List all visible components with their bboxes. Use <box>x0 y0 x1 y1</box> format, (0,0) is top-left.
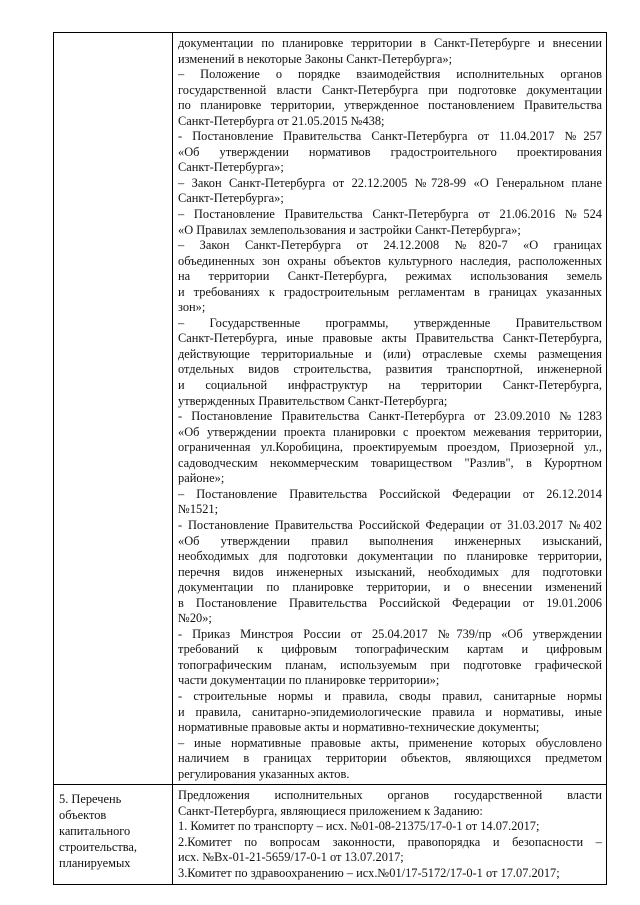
text-line: изменений в некоторые Законы Санкт-Петербурга»; <box>178 51 453 66</box>
row-content-cell <box>173 785 607 884</box>
text-line: исх. №Вх-01-21-5659/17-0-1 от 13.07.2017; <box>178 850 404 865</box>
text-line: 2.Комитет по вопросам законности, правопорядка и безопасности – <box>178 834 602 849</box>
legal-acts-list <box>173 33 606 784</box>
text-line: регулирования указанных актов. <box>178 766 350 781</box>
text-line: Предложения исполнительных органов государственной власти <box>178 788 602 803</box>
text-line: перечня видов инженерных изысканий, необходимых для подготовки <box>178 564 602 579</box>
text-line: - строительные нормы и правила, своды правил, санитарные нормы <box>178 688 602 703</box>
text-line: Санкт-Петербурга, являющиеся приложением к Заданию: <box>178 803 483 818</box>
text-line: «Об утверждении правил выполнения инженерных изысканий, <box>178 533 602 548</box>
text-line: капитального <box>59 824 131 839</box>
text-line: 1. Комитет по транспорту – исх. №01-08-21375/17-0-1 от 14.07.2017; <box>178 819 540 834</box>
text-line: действующие территориальные и (или) отраслевые схемы размещения <box>178 346 602 361</box>
text-line: - Приказ Минстроя России от 25.04.2017 №739/пр «Об утверждении <box>178 626 602 641</box>
text-line: «Об утверждении проекта планировки с проектом межевания территории, <box>178 424 602 439</box>
text-line: строительства, <box>59 840 138 855</box>
text-line: и социальной инфраструктур на территории Санкт-Петербурга, <box>178 378 602 393</box>
text-line: Санкт-Петербурга»; <box>178 191 284 206</box>
text-line: топографическим планам, используемым при подготовке графической <box>178 657 602 672</box>
text-line: 5. Перечень <box>59 792 122 807</box>
row-label-cell <box>54 785 173 884</box>
table-row <box>54 33 607 785</box>
text-line: и требованиях к градостроительным регламентам в границах указанных <box>178 284 602 299</box>
text-line: - Постановление Правительства Санкт-Петербурга от 23.09.2010 №1283 <box>178 409 602 424</box>
row-label-cell <box>54 33 173 785</box>
text-line: документации по планировке территории в Санкт-Петербурге и внесении <box>178 36 602 50</box>
text-line: части документации по планировке территории»; <box>178 673 440 688</box>
text-line: 3.Комитет по здравоохранению – исх.№01/17-5172/17-0-1 от 17.07.2017; <box>178 865 560 880</box>
text-line: наличием в границах территории объектов, являющихся предметом <box>178 751 602 766</box>
text-line: государственной власти Санкт-Петербурга при подготовке документации <box>178 82 602 97</box>
text-line: объектов <box>59 808 107 823</box>
text-line: – Закон Санкт-Петербурга от 24.12.2008 №820-7 «О границах <box>178 238 602 253</box>
text-line: отдельных видов строительства, развития транспортной, инженерной <box>178 362 602 377</box>
text-line: требований к цифровым топографическим картам и цифровым <box>178 642 602 657</box>
text-line: «О Правилах землепользования и застройки Санкт-Петербурга»; <box>178 222 521 237</box>
text-line: – Постановление Правительства Российской Федерации от 26.12.2014 <box>178 486 602 501</box>
text-line: Санкт-Петербурга от 21.05.2015 №438; <box>178 113 385 128</box>
text-line: – иные нормативные правовые акты, применение которых обусловлено <box>178 735 602 750</box>
text-line: – Постановление Правительства Санкт-Петербурга от 21.06.2016 №524 <box>178 207 602 222</box>
text-line: – Государственные программы, утвержденные Правительством <box>178 315 602 330</box>
text-line: утвержденных Правительством Санкт-Петербурга; <box>178 393 448 408</box>
text-line: №1521; <box>178 502 219 517</box>
row-content-cell <box>173 33 607 785</box>
text-line: Санкт-Петербурга, иные правовые акты Правительства Санкт-Петербурга, <box>178 331 602 346</box>
text-line: необходимых для подготовки документации по планировке территории, <box>178 549 602 564</box>
text-line: садоводческим некоммерческим товариществом "Разлив", в Курортном <box>178 455 602 470</box>
text-line: – Положение о порядке взаимодействия исполнительных органов <box>178 67 602 82</box>
text-line: на территории Санкт-Петербурга, режимах использования земель <box>178 269 602 284</box>
section-heading <box>54 785 172 871</box>
text-line: по планировке территории, утвержденное постановлением Правительства <box>178 98 602 113</box>
text-line: в Постановление Правительства Российской Федерации от 19.01.2006 <box>178 595 602 610</box>
text-line: документации по планировке территории, и о внесении изменений <box>178 580 602 595</box>
text-line: Санкт-Петербурга»; <box>178 160 284 175</box>
text-line: объединенных зон охраны объектов культурного наследия, расположенных <box>178 253 602 268</box>
text-line: №20»; <box>178 611 212 626</box>
text-line: – Закон Санкт-Петербурга от 22.12.2005 №728-99 «О Генеральном плане <box>178 175 602 190</box>
text-line: нормативные правовые акты и нормативно-технические документы; <box>178 720 540 735</box>
text-line: ограниченная ул.Коробицина, проектируемым проездом, Приозерной ул., <box>178 440 602 455</box>
text-line: - Постановление Правительства Санкт-Петербурга от 11.04.2017 №257 <box>178 129 602 144</box>
text-line: планируемых <box>59 856 131 871</box>
text-line: районе»; <box>178 471 225 486</box>
text-line: - Постановление Правительства Российской Федерации от 31.03.2017 №402 <box>178 517 602 532</box>
text-line: и правила, санитарно-эпидемиологические правила и нормативы, иные <box>178 704 602 719</box>
text-line: «Об утверждении нормативов градостроительного проектирования <box>178 144 602 159</box>
table-row <box>54 785 607 884</box>
requirements-table <box>53 32 607 885</box>
text-line: зон»; <box>178 300 206 315</box>
proposals-list <box>173 785 606 883</box>
